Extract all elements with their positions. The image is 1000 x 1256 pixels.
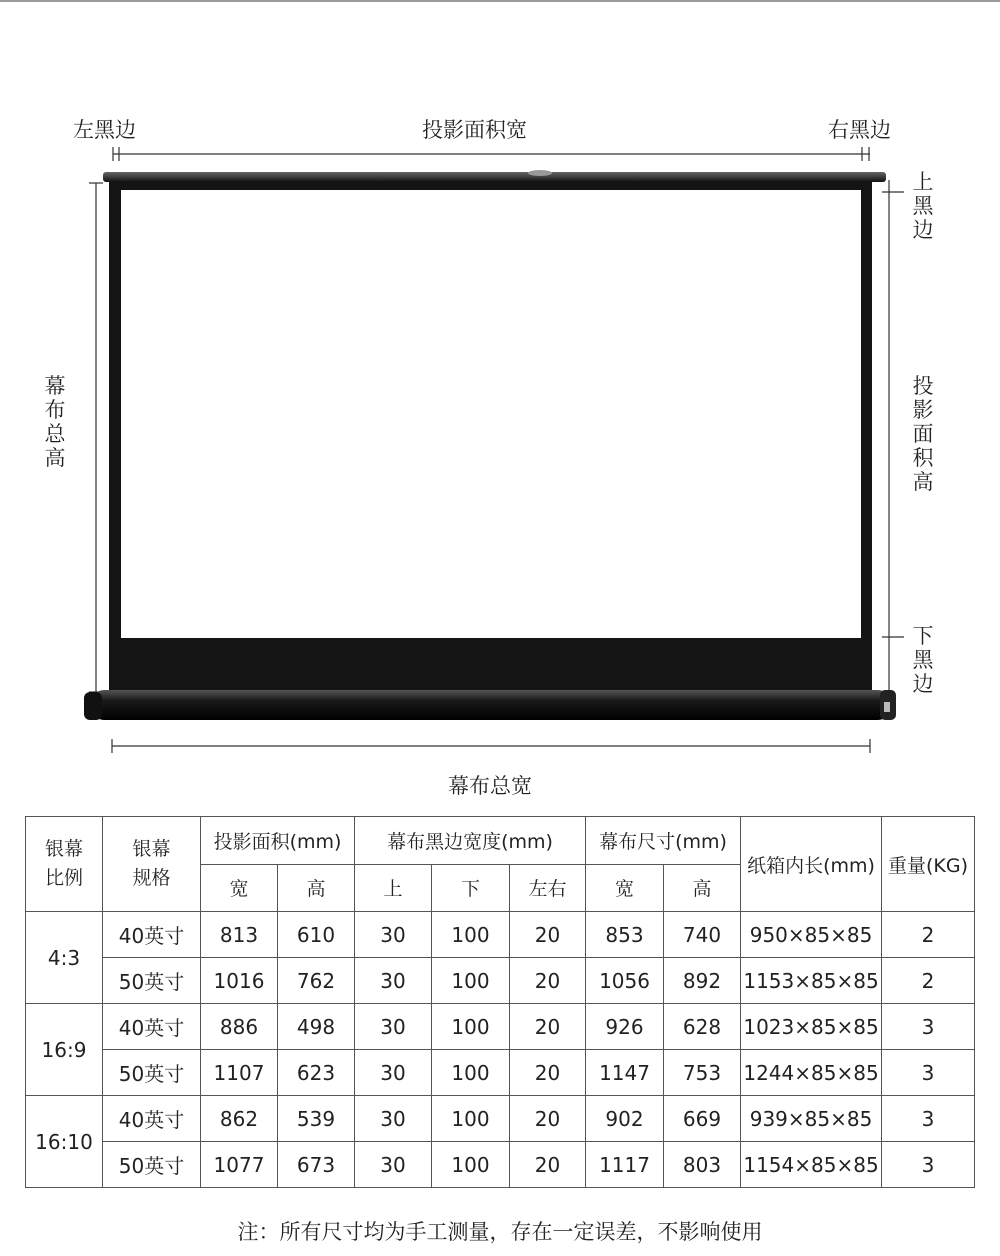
screen-width-cell: 902 bbox=[586, 1096, 664, 1142]
screen-width-cell: 926 bbox=[586, 1004, 664, 1050]
label-screen-total-width: 幕布总宽 bbox=[448, 774, 532, 798]
size-cell: 40英寸 bbox=[103, 1004, 201, 1050]
weight-cell: 3 bbox=[882, 1050, 975, 1096]
header-weight: 重量(KG) bbox=[882, 817, 975, 912]
left-right-cell: 20 bbox=[510, 1142, 586, 1188]
header-top: 上 bbox=[355, 864, 432, 912]
height-cell: 673 bbox=[278, 1142, 355, 1188]
width-cell: 1107 bbox=[201, 1050, 278, 1096]
label-projection-height: 投影面积高 bbox=[912, 374, 934, 494]
screen-width-cell: 853 bbox=[586, 912, 664, 958]
header-ratio: 银幕比例 bbox=[26, 817, 103, 912]
size-cell: 40英寸 bbox=[103, 1096, 201, 1142]
screen-width-cell: 1117 bbox=[586, 1142, 664, 1188]
screen-width-cell: 1056 bbox=[586, 958, 664, 1004]
bottom-cell: 100 bbox=[432, 912, 510, 958]
size-cell: 50英寸 bbox=[103, 1142, 201, 1188]
size-cell: 50英寸 bbox=[103, 958, 201, 1004]
height-cell: 762 bbox=[278, 958, 355, 1004]
left-right-cell: 20 bbox=[510, 912, 586, 958]
bottom-cell: 100 bbox=[432, 1050, 510, 1096]
screen-height-cell: 740 bbox=[664, 912, 741, 958]
table-row bbox=[26, 958, 975, 1004]
size-cell: 40英寸 bbox=[103, 912, 201, 958]
screen-height-cell: 892 bbox=[664, 958, 741, 1004]
total-width-dimension bbox=[112, 739, 870, 753]
weight-cell: 3 bbox=[882, 1004, 975, 1050]
bottom-cell: 100 bbox=[432, 1142, 510, 1188]
width-cell: 1016 bbox=[201, 958, 278, 1004]
screen-height-cell: 628 bbox=[664, 1004, 741, 1050]
header-bottom: 下 bbox=[432, 864, 510, 912]
ratio-cell: 16:9 bbox=[26, 1004, 103, 1096]
top-cell: 30 bbox=[355, 1096, 432, 1142]
left-right-cell: 20 bbox=[510, 1096, 586, 1142]
label-left-border: 左黑边 bbox=[73, 118, 136, 142]
width-cell: 862 bbox=[201, 1096, 278, 1142]
height-cell: 610 bbox=[278, 912, 355, 958]
table-row bbox=[26, 1004, 975, 1050]
projection-width-dimension bbox=[113, 147, 870, 161]
top-cell: 30 bbox=[355, 1050, 432, 1096]
left-right-cell: 20 bbox=[510, 958, 586, 1004]
table-row bbox=[26, 912, 975, 958]
weight-cell: 2 bbox=[882, 912, 975, 958]
spec-table bbox=[25, 816, 975, 1188]
table-row bbox=[26, 1050, 975, 1096]
label-projection-width: 投影面积宽 bbox=[422, 118, 527, 142]
screen-width-cell: 1147 bbox=[586, 1050, 664, 1096]
screen-height-cell: 803 bbox=[664, 1142, 741, 1188]
size-cell: 50英寸 bbox=[103, 1050, 201, 1096]
weight-cell: 3 bbox=[882, 1142, 975, 1188]
tube-left-cap bbox=[84, 692, 102, 720]
bottom-cell: 100 bbox=[432, 1004, 510, 1050]
box-cell: 939×85×85 bbox=[741, 1096, 882, 1142]
label-bottom-border: 下黑边 bbox=[912, 624, 934, 696]
weight-cell: 3 bbox=[882, 1096, 975, 1142]
right-height-dimension bbox=[882, 180, 904, 692]
bottom-tube bbox=[92, 690, 890, 720]
ratio-cell: 16:10 bbox=[26, 1096, 103, 1188]
box-cell: 1153×85×85 bbox=[741, 958, 882, 1004]
height-cell: 539 bbox=[278, 1096, 355, 1142]
header-height: 高 bbox=[278, 864, 355, 912]
box-cell: 1244×85×85 bbox=[741, 1050, 882, 1096]
header-size: 银幕规格 bbox=[103, 817, 201, 912]
height-cell: 623 bbox=[278, 1050, 355, 1096]
width-cell: 813 bbox=[201, 912, 278, 958]
header-screen-width: 宽 bbox=[586, 864, 664, 912]
label-right-border: 右黑边 bbox=[828, 118, 891, 142]
left-right-cell: 20 bbox=[510, 1050, 586, 1096]
box-cell: 950×85×85 bbox=[741, 912, 882, 958]
screen-height-cell: 669 bbox=[664, 1096, 741, 1142]
table-row bbox=[26, 1096, 975, 1142]
label-screen-total-height: 幕布总高 bbox=[44, 374, 66, 470]
bottom-cell: 100 bbox=[432, 958, 510, 1004]
width-cell: 1077 bbox=[201, 1142, 278, 1188]
header-screen-size: 幕布尺寸(mm) bbox=[586, 817, 741, 865]
header-row-1 bbox=[26, 817, 975, 865]
left-right-cell: 20 bbox=[510, 1004, 586, 1050]
top-cell: 30 bbox=[355, 1004, 432, 1050]
ratio-cell: 4:3 bbox=[26, 912, 103, 1004]
header-projection-area: 投影面积(mm) bbox=[201, 817, 355, 865]
bottom-cell: 100 bbox=[432, 1096, 510, 1142]
header-width: 宽 bbox=[201, 864, 278, 912]
top-cell: 30 bbox=[355, 958, 432, 1004]
header-left-right: 左右 bbox=[510, 864, 586, 912]
weight-cell: 2 bbox=[882, 958, 975, 1004]
box-cell: 1023×85×85 bbox=[741, 1004, 882, 1050]
tube-latch bbox=[884, 702, 890, 712]
header-screen-height: 高 bbox=[664, 864, 741, 912]
measurement-note: 注：所有尺寸均为手工测量，存在一定误差，不影响使用 bbox=[237, 1220, 763, 1244]
top-cell: 30 bbox=[355, 1142, 432, 1188]
height-cell: 498 bbox=[278, 1004, 355, 1050]
box-cell: 1154×85×85 bbox=[741, 1142, 882, 1188]
header-box-length: 纸箱内长(mm) bbox=[741, 817, 882, 912]
top-cell: 30 bbox=[355, 912, 432, 958]
top-bar bbox=[103, 172, 886, 182]
width-cell: 886 bbox=[201, 1004, 278, 1050]
total-height-dimension bbox=[89, 183, 103, 692]
table-row bbox=[26, 1142, 975, 1188]
header-border-width: 幕布黑边宽度(mm) bbox=[355, 817, 586, 865]
projection-area bbox=[121, 190, 861, 638]
label-top-border: 上黑边 bbox=[912, 170, 934, 242]
top-hook bbox=[528, 170, 552, 176]
screen-height-cell: 753 bbox=[664, 1050, 741, 1096]
